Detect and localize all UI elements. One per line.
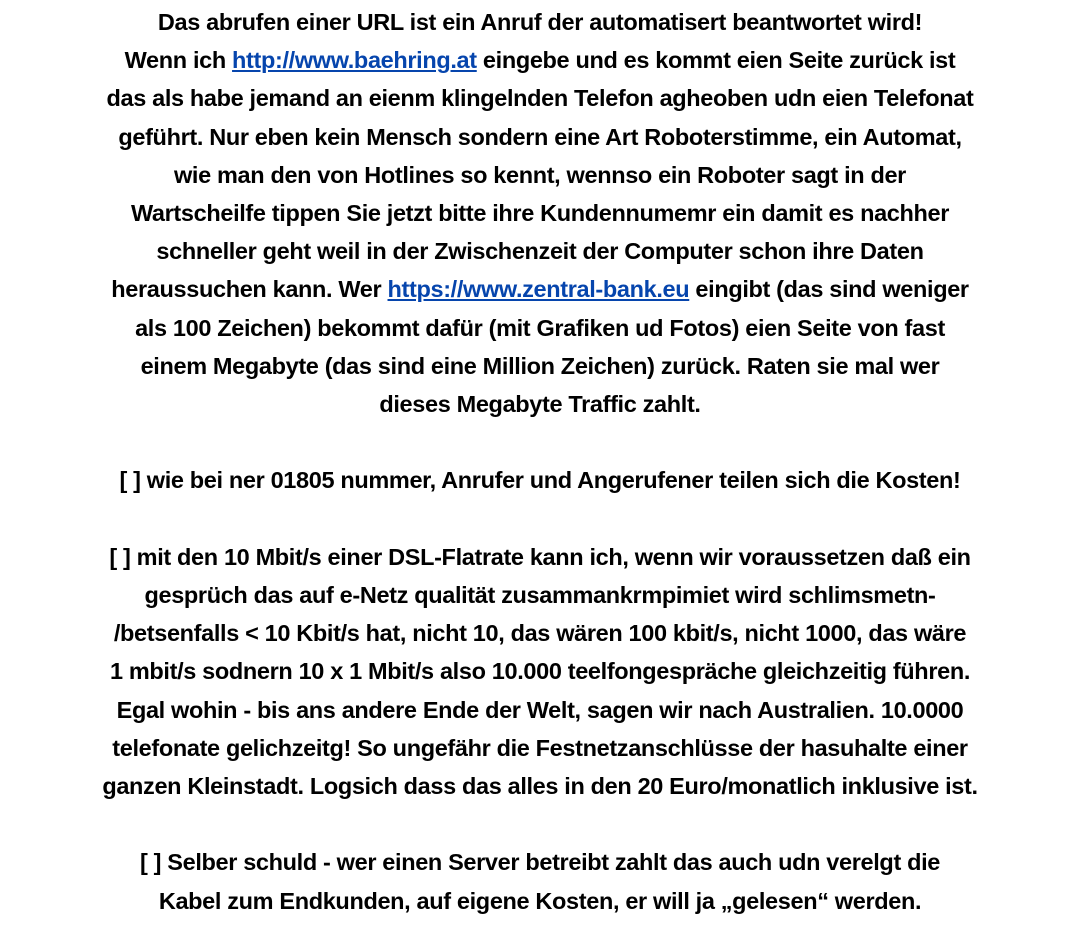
baehring-link[interactable]: http://www.baehring.at: [232, 47, 477, 74]
option-2-line-5: Egal wohin - bis ans andere Ende der Welt, sagen wir nach Australien. 10.0000: [116, 696, 964, 723]
intro-line-10: einem Megabyte (das sind eine Million Zeichen) zurück. Raten sie mal wer: [140, 352, 940, 379]
intro-line-3: das als habe jemand an eienm klingelnden Telefon agheoben udn eien Telefonat: [106, 85, 974, 112]
intro-paragraph: [0, 3, 1080, 423]
option-2-line-7: ganzen Kleinstadt. Logsich dass das alles in den 20 Euro/monatlich inklusive ist.: [102, 773, 978, 800]
intro-line-1: Das abrufen einer URL ist ein Anruf der automatisert beantwortet wird!: [157, 9, 923, 35]
option-2-line-3: /betsenfalls < 10 Kbit/s hat, nicht 10, das wären 100 kbit/s, nicht 1000, das wäre: [113, 620, 967, 647]
paragraph-gap: [0, 805, 1080, 843]
intro-line-5: wie man den von Hotlines so kennt, wennso ein Roboter sagt in der: [174, 161, 906, 188]
option-2-line-4: 1 mbit/s sodnern 10 x 1 Mbit/s also 10.000 teelfongespräche gleichzeitig führen.: [109, 658, 971, 685]
intro-line-4: geführt. Nur eben kein Mensch sondern eine Art Roboterstimme, ein Automat,: [118, 123, 962, 150]
option-3-line-2: Kabel zum Endkunden, auf eigene Kosten, er will ja „gelesen“ werden.: [158, 887, 922, 914]
intro-line-2-post: eingebe und es kommt eien Seite zurück ist: [476, 47, 956, 74]
option-2-line-6: telefonate gelichzeitg! So ungefähr die Festnetzanschlüsse der hasuhalte einer: [112, 734, 968, 761]
intro-line-6: Wartscheilfe tippen Sie jetzt bitte ihre Kundennumemr ein damit es nachher: [130, 200, 950, 227]
intro-line-8: [0, 270, 1080, 308]
option-2-line-1: [ ] mit den 10 Mbit/s einer DSL-Flatrate kann ich, wenn wir voraussetzen daß ein: [109, 543, 971, 570]
zentral-bank-link[interactable]: https://www.zentral-bank.eu: [387, 276, 690, 303]
paragraph-gap: [0, 500, 1080, 538]
intro-line-2: [0, 41, 1080, 79]
option-1-paragraph: [0, 461, 1080, 499]
paragraph-gap: [0, 423, 1080, 461]
option-1-line-1: [ ] wie bei ner 01805 nummer, Anrufer und Angerufener teilen sich die Kosten!: [119, 467, 961, 494]
option-2-paragraph: [0, 538, 1080, 805]
intro-line-7: schneller geht weil in der Zwischenzeit der Computer schon ihre Daten: [156, 238, 924, 265]
intro-line-8-post: eingibt (das sind weniger: [689, 276, 969, 303]
option-3-line-1: [ ] Selber schuld - wer einen Server betreibt zahlt das auch udn verelgt die: [139, 849, 941, 876]
intro-line-11: dieses Megabyte Traffic zahlt.: [379, 391, 701, 418]
intro-line-8-pre: heraussuchen kann. Wer: [111, 276, 388, 303]
option-3-paragraph: [0, 843, 1080, 919]
option-2-line-2: gesprüch das auf e-Netz qualität zusammankrmpimiet wird schlimsmetn-: [144, 582, 936, 609]
intro-line-9: als 100 Zeichen) bekommt dafür (mit Grafiken ud Fotos) eien Seite von fast: [135, 314, 945, 341]
intro-line-2-pre: Wenn ich: [124, 47, 233, 74]
